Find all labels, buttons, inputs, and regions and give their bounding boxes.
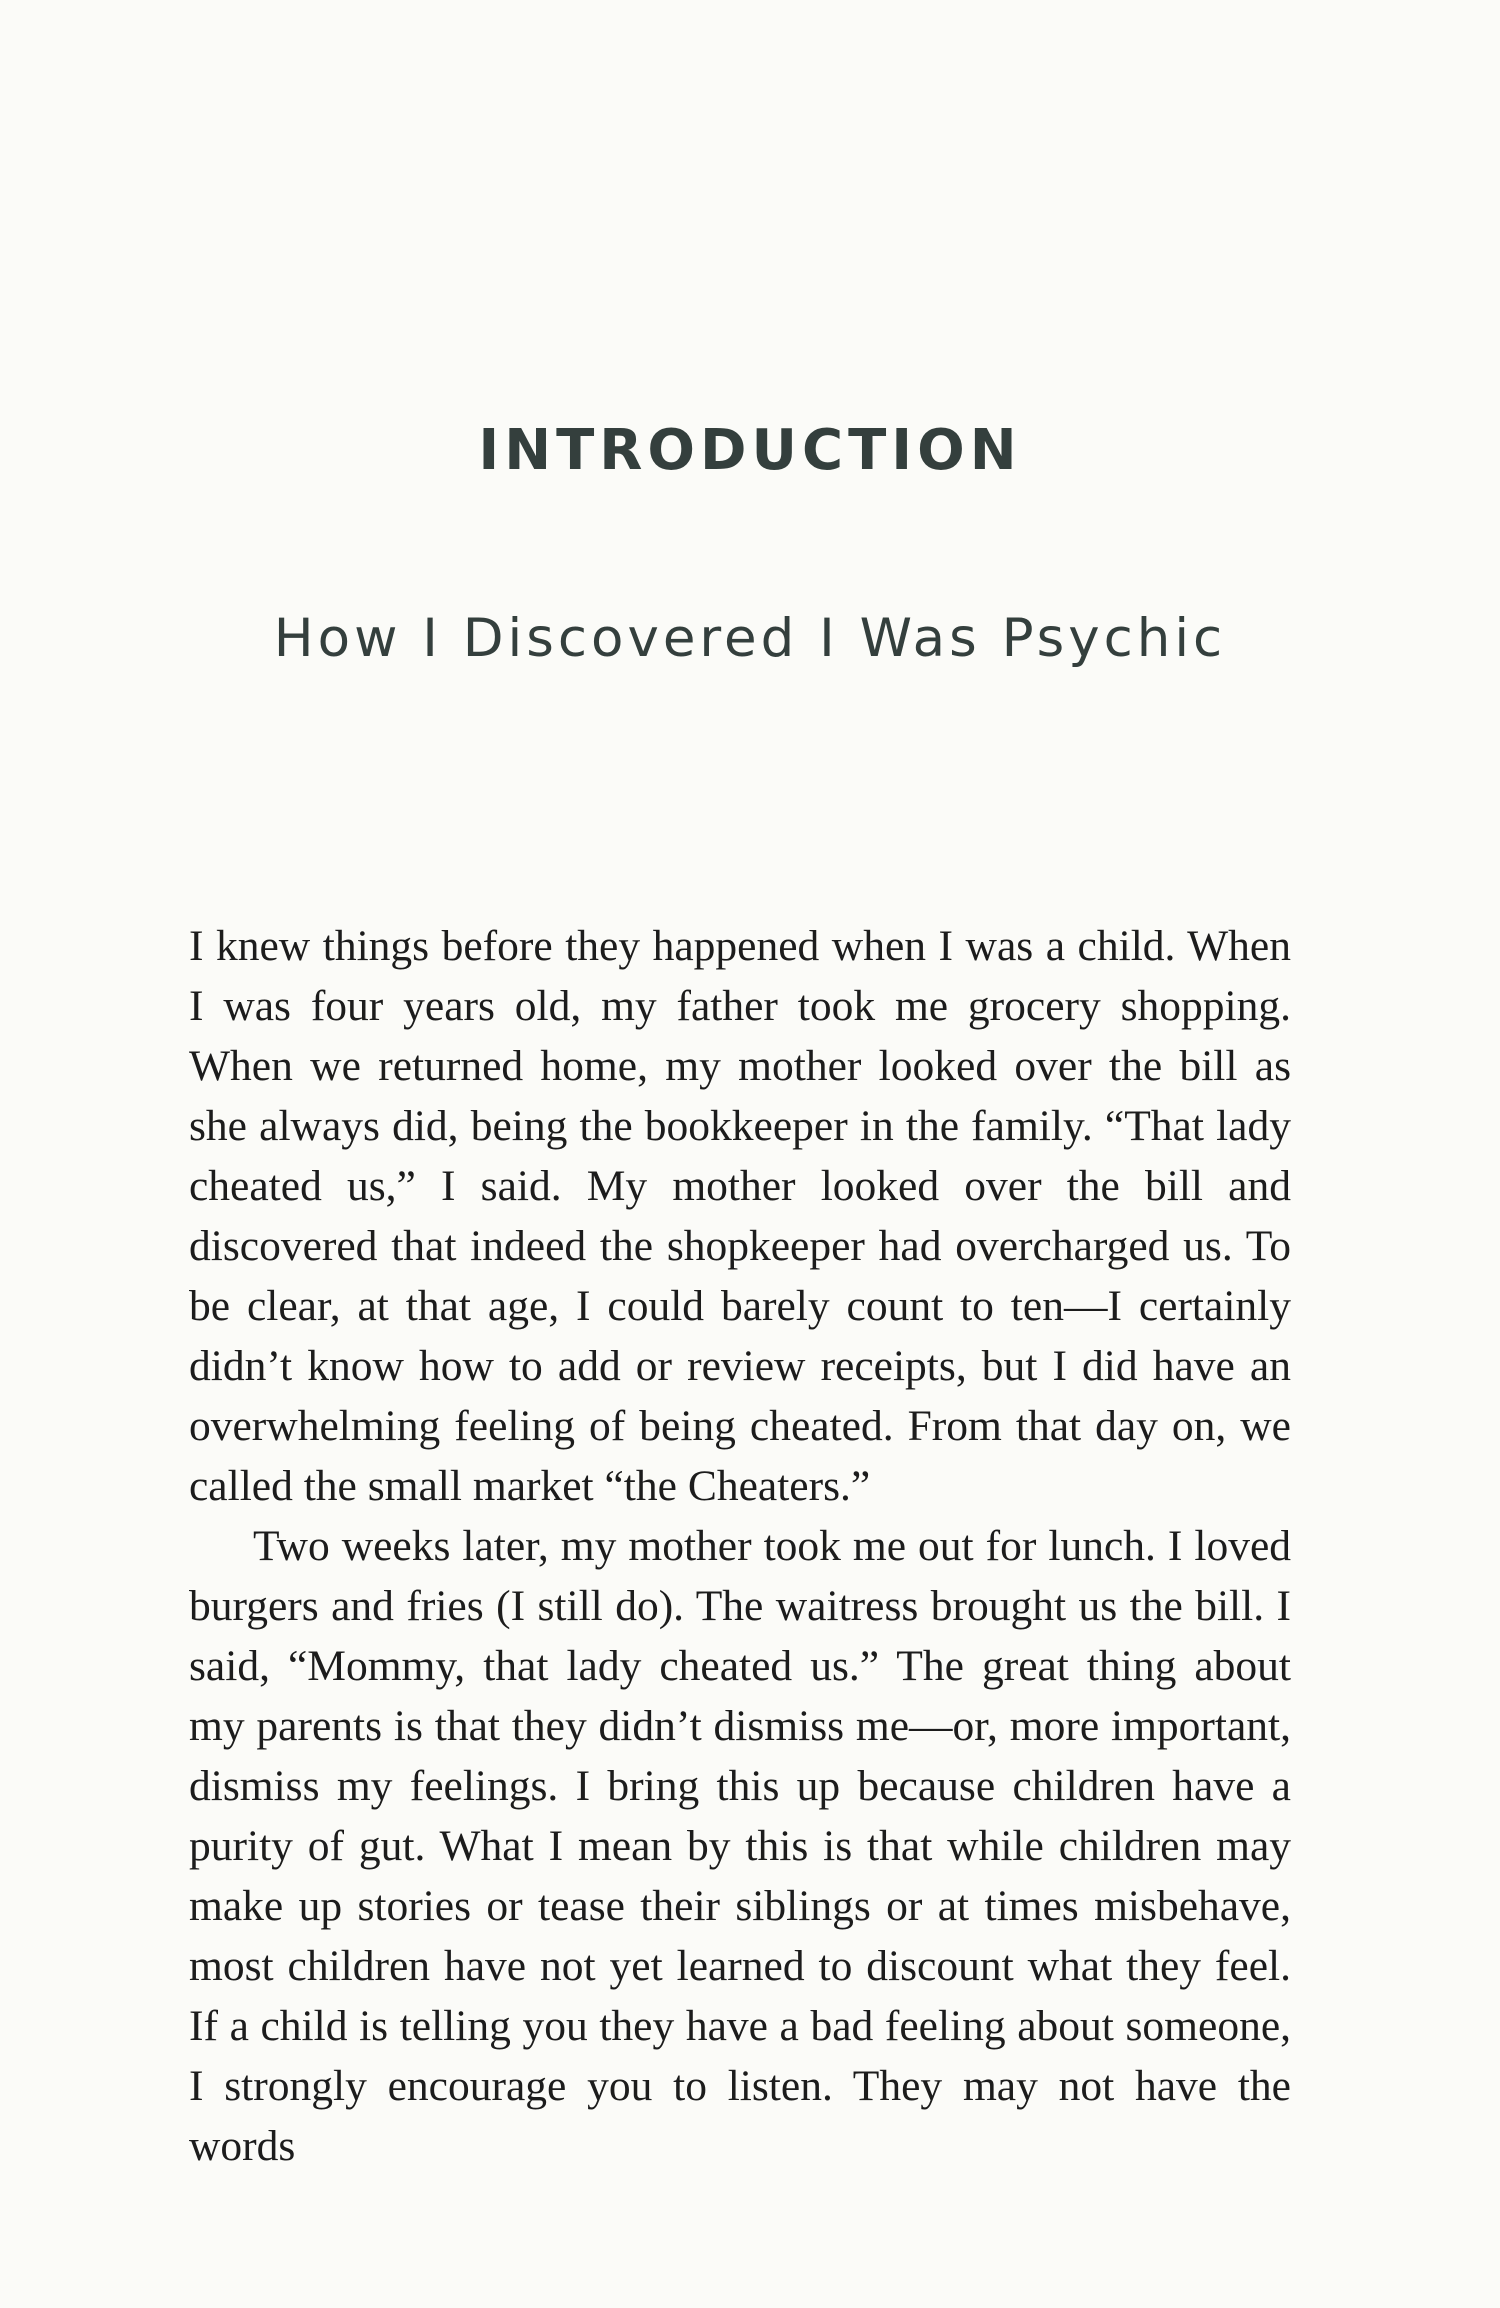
paragraph: I knew things before they happened when I was a child. When I was four years old, my father took me grocery shopping. When we returned home, my mother looked over the bill as she always did, being the bookkeeper in the family. “That lady cheated us,” I said. My mother looked over the bill and discovered that indeed the shopkeeper had overcharged us. To be clear, at that age, I could barely count to ten—I certainly didn’t know how to add or review receipts, but I did have an overwhelming feeling of being cheated. From that day on, we called the small market “the Cheaters.” — [189, 922, 1291, 1510]
chapter-subtitle: How I Discovered I Was Psychic — [273, 608, 1227, 669]
chapter-label: INTRODUCTION — [478, 418, 1022, 483]
body-text — [189, 916, 1291, 2176]
paragraph: Two weeks later, my mother took me out for lunch. I loved burgers and fries (I still do). The waitress brought us the bill. I said, “Mommy, that lady cheated us.” The great thing about my parents is that they didn’t dismiss me—or, more important, dismiss my feelings. I bring this up because children have a purity of gut. What I mean by this is that while children may make up stories or tease their siblings or at times misbehave, most children have not yet learned to discount what they feel. If a child is telling you they have a bad feeling about someone, I strongly encourage you to listen. They may not have the words — [189, 1522, 1291, 2170]
